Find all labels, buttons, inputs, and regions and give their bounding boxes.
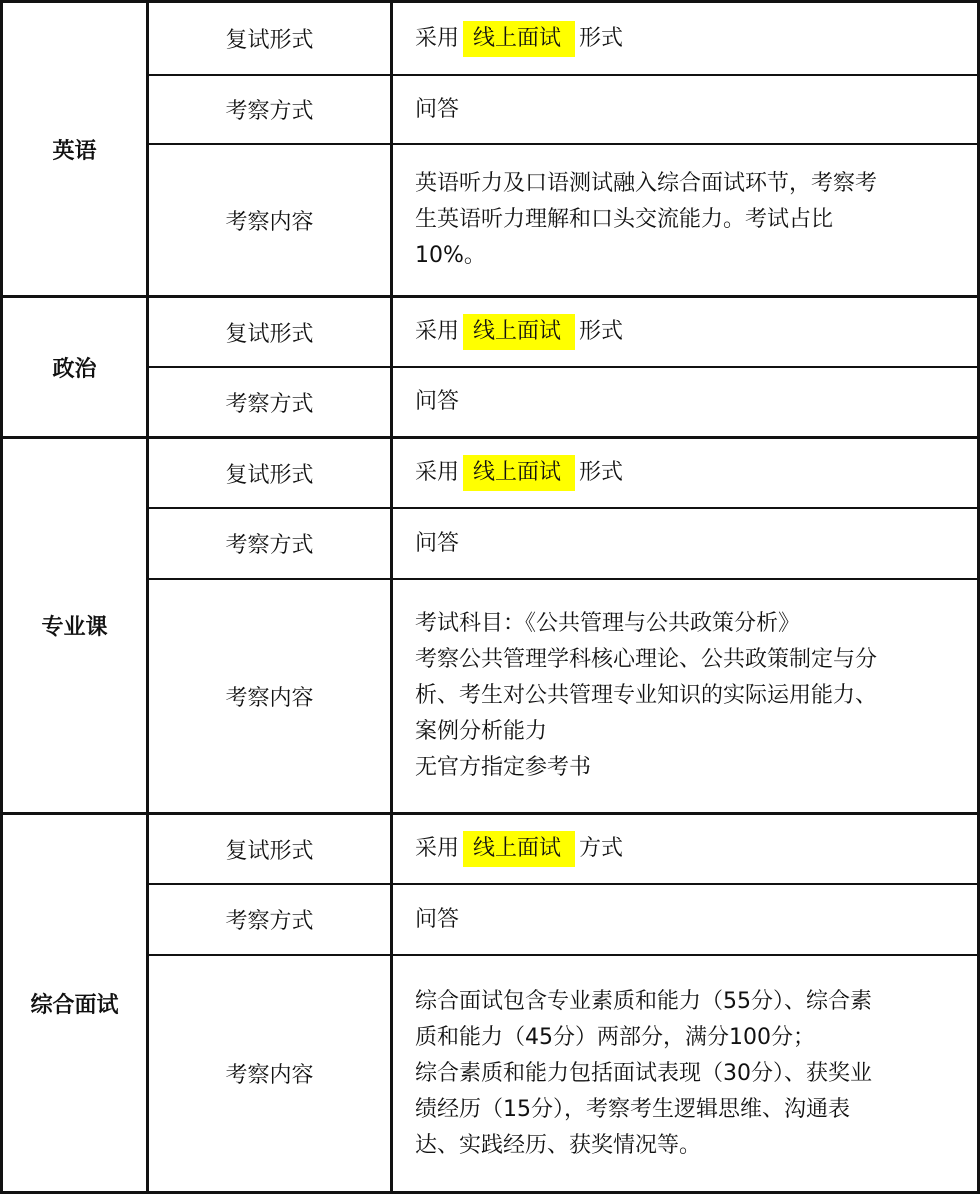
highlight-online-interview: 线上面试 [463, 831, 575, 867]
row-label: 考察内容 [225, 209, 314, 235]
row-value [393, 815, 977, 883]
row-label: 复试形式 [225, 321, 314, 347]
value-prefix: 采用 [415, 25, 460, 51]
value-prefix: 采用 [415, 460, 460, 485]
row-value [393, 76, 977, 143]
row-label: 考察方式 [225, 909, 314, 934]
row-label: 复试形式 [225, 28, 314, 53]
value-line: 生英语听力理解和口头交流能力。考试占比 [415, 207, 834, 232]
value-line: 析、考生对公共管理专业知识的实际运用能力、 [415, 683, 878, 708]
value-suffix: 方式 [579, 836, 624, 861]
value-line: 达、实践经历、获奖情况等。 [415, 1132, 702, 1158]
value-text: 问答 [415, 530, 460, 556]
value-text: 问答 [415, 389, 460, 414]
value-line: 质和能力（45分）两部分，满分100分； [415, 1024, 815, 1050]
value-line: 10%。 [415, 243, 486, 268]
highlight-online-interview: 线上面试 [463, 314, 575, 350]
row-label: 考察内容 [225, 1063, 314, 1088]
value-suffix: 形式 [579, 319, 624, 344]
value-text: 问答 [415, 906, 460, 932]
value-line: 英语听力及口语测试融入综合面试环节，考察考 [415, 171, 878, 196]
category-comprehensive-interview: 综合面试 [30, 992, 119, 1018]
row-value [393, 885, 977, 954]
value-suffix: 形式 [579, 460, 624, 485]
value-line: 绩经历（15分），考察考生逻辑思维、沟通表 [415, 1096, 850, 1122]
row-value [393, 509, 977, 578]
value-text: 问答 [415, 96, 460, 122]
value-suffix: 形式 [579, 25, 624, 51]
row-value [393, 3, 977, 74]
row-value-multiline [393, 580, 977, 812]
value-line: 综合面试包含专业素质和能力（55分）、综合素 [415, 988, 872, 1014]
value-line: 案例分析能力 [415, 719, 548, 744]
category-major-course: 专业课 [41, 615, 108, 640]
row-value-multiline [393, 145, 977, 295]
value-line: 考试科目：《公共管理与公共政策分析》 [415, 611, 801, 636]
row-label: 复试形式 [225, 838, 314, 864]
value-prefix: 采用 [415, 836, 460, 861]
row-label: 考察方式 [225, 391, 314, 417]
value-line: 考察公共管理学科核心理论、公共政策制定与分 [415, 647, 878, 672]
category-english: 英语 [52, 138, 97, 164]
row-value [393, 439, 977, 507]
row-label: 考察内容 [225, 685, 314, 711]
value-line: 无官方指定参考书 [415, 755, 592, 780]
row-value [393, 368, 977, 436]
category-politics: 政治 [52, 356, 97, 382]
row-value-multiline [393, 956, 977, 1191]
row-label: 考察方式 [225, 533, 314, 558]
value-line: 综合素质和能力包括面试表现（30分）、获奖业 [415, 1060, 872, 1086]
row-label: 考察方式 [225, 99, 314, 124]
highlight-online-interview: 线上面试 [463, 455, 575, 491]
value-prefix: 采用 [415, 319, 460, 344]
highlight-online-interview: 线上面试 [463, 21, 575, 57]
row-value [393, 298, 977, 366]
row-label: 复试形式 [225, 462, 314, 488]
